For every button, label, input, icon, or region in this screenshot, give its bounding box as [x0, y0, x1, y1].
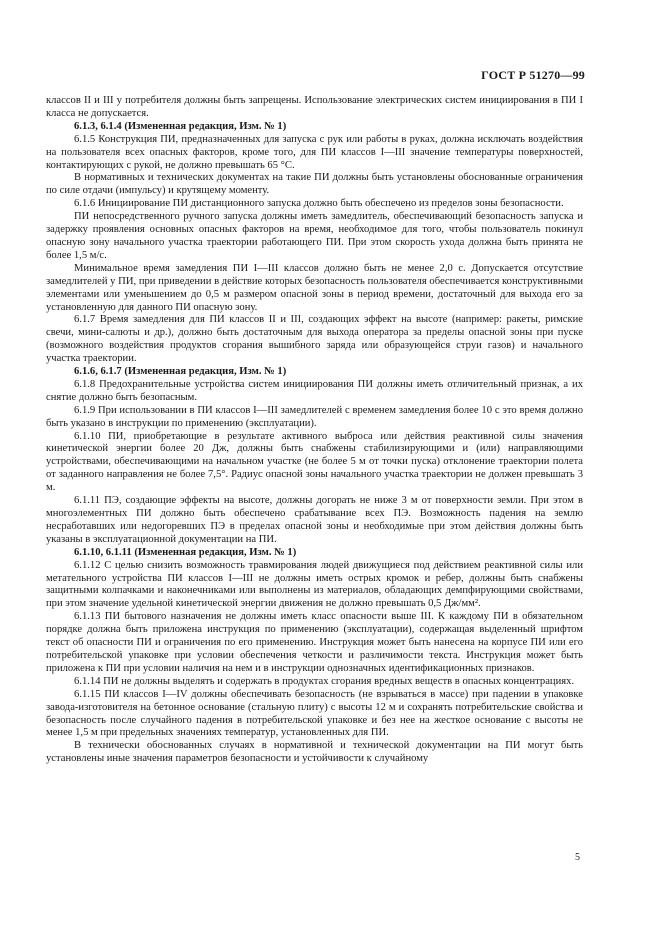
edition-note: 6.1.10, 6.1.11 (Измененная редакция, Изм. № 1): [74, 546, 297, 558]
clause-6-1-13: 6.1.13 ПИ бытового назначения не должны иметь класс опасности выше III. К каждому ПИ в обязательном порядке должна быть приложена инструкция по применению (эксплуатации), содержащая выделенный шрифтом текст об опасности ПИ и ограничения по его применению. Инструкция может быть нанесена на корпусе ПИ или его потребительской упаковке при условии обеспечения четкости и различимости текста. Инструкция может быть приложена к ПИ при условии наличия на нем и в инструкции однозначных идентификационных признаков.: [46, 611, 583, 674]
clause-6-1-9: 6.1.9 При использовании в ПИ классов I—III замедлителей с временем замедления более 10 с это время должно быть указано в инструкции по применению (эксплуатации).: [46, 404, 583, 429]
clause-6-1-11: 6.1.11 ПЭ, создающие эффекты на высоте, должны догорать не ниже 3 м от поверхности земли. При этом в многоэлементных ПИ должно быть обеспечено срабатывание всех ПЭ. Возможность падения на землю несработавших или недогоревших ПЭ в пределах опасной зоны и необходимые при этом действия должны быть указаны в эксплуатационной документации на ПИ.: [46, 495, 583, 545]
clause-6-1-5: 6.1.5 Конструкция ПИ, предназначенных для запуска с рук или работы в руках, должна исключать воздействия на пользователя всех опасных факторов, кроме того, для ПИ классов I—III значение температуры поверхностей, контактирующих с рукой, не должно превышать 65 °С.: [46, 133, 583, 171]
paragraph: ПИ непосредственного ручного запуска должны иметь замедлитель, обеспечивающий безопасность запуска и задержку проявления основных опасных факторов на время, необходимое для того, чтобы пользователь покинул опасную зону начального участка траектории работающего ПИ. При этом скорость ухода должна быть принята не более 1,5 м/с.: [46, 211, 583, 261]
clause-6-1-7: 6.1.7 Время замедления для ПИ классов II и III, создающих эффект на высоте (например: ракеты, римские свечи, мини-салюты и др.), должно быть достаточным для выхода оператора за пределы опасной зоны при пуске (возможного воздействия продуктов сгорания вышибного заряда или образующейся струи газов) и начального участка траектории.: [46, 314, 583, 365]
clause-6-1-14: 6.1.14 ПИ не должны выделять и содержать в продуктах сгорания вредных веществ в опасных концентрациях.: [74, 675, 575, 687]
edition-note: 6.1.3, 6.1.4 (Измененная редакция, Изм. № 1): [74, 120, 287, 132]
document-code-header: ГОСТ Р 51270—99: [481, 68, 585, 82]
clause-6-1-8: 6.1.8 Предохранительные устройства систем инициирования ПИ должны иметь отличительный признак, а их снятие должно быть безопасным.: [46, 378, 583, 403]
paragraph: В технически обоснованных случаях в нормативной и технической документации на ПИ могут быть установлены иные значения параметров безопасности и устойчивости к случайному: [46, 740, 583, 765]
document-body: [46, 95, 583, 766]
edition-note: 6.1.6, 6.1.7 (Измененная редакция, Изм. № 1): [74, 366, 287, 378]
clause-6-1-10: 6.1.10 ПИ, приобретающие в результате активного выброса или действия реактивной силы значения кинетической энергии более 20 Дж, должны быть снабжены стабилизирующими и (или) направляющими устройствами, обеспечивающими на начальном участке (не более 5 м от точки пуска) отклонение траектории полета от заданного направления не более 7,5°. Радиус опасной зоны начального участка траектории не должен превышать 3 м.: [46, 430, 583, 494]
paragraph: В нормативных и технических документах на такие ПИ должны быть установлены обоснованные ограничения по силе отдачи (импульсу) и крутящему моменту.: [46, 172, 583, 197]
clause-6-1-6: 6.1.6 Инициирование ПИ дистанционного запуска должно быть обеспечено из пределов зоны безопасности.: [74, 198, 564, 210]
page-number: 5: [575, 852, 580, 863]
clause-6-1-15: 6.1.15 ПИ классов I—IV должны обеспечивать безопасность (не взрываться в массе) при падении в упаковке завода-изготовителя на бетонное основание (стальную плиту) с высоты 12 м и сохранять потребительские свойства и безопасность после случайного падения в потребительской упаковке и без нее на жесткое основание с высоты не менее 1,5 м при предельных значениях температур, установленных для ПИ.: [46, 688, 583, 739]
paragraph-continuation: классов II и III у потребителя должны быть запрещены. Использование электрических систем инициирования в ПИ I класса не допускается.: [46, 95, 583, 119]
clause-6-1-12: 6.1.12 С целью снизить возможность травмирования людей движущиеся под действием реактивной силы или метательного устройства ПИ классов I—III не должны иметь острых кромок и ребер, должны быть снабжены защитными колпачками и наконечниками или выполнены из материалов, обладающих демпфирующими свойствами, при этом значение удельной кинетической энергии движения не должно превышать 0,5 Дж/мм².: [46, 559, 583, 610]
paragraph: Минимальное время замедления ПИ I—III классов должно быть не менее 2,0 с. Допускается отсутствие замедлителей у ПИ, при приведении в действие которых безопасность пользователя обеспечивается конструктивными элементами или уменьшением до 0,5 м размером опасной зоны в период времени, достаточный для выхода его за установленную для данного ПИ опасную зону.: [46, 262, 583, 313]
